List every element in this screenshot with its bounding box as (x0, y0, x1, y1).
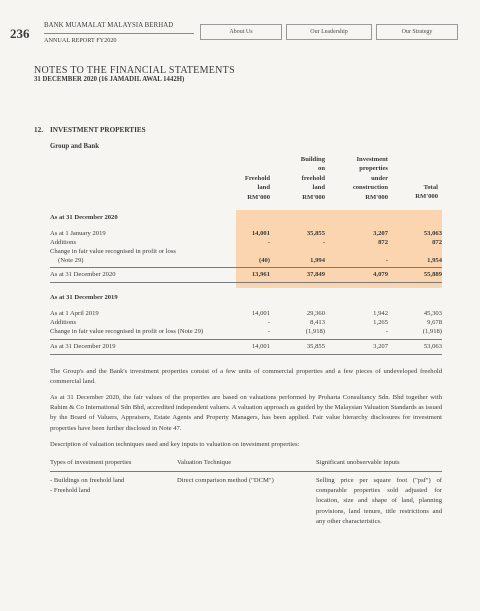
cell: 14,001 (251, 230, 270, 237)
cell: 1,942 (373, 310, 388, 317)
total-label: As at 31 December 2019 (50, 343, 116, 350)
cell: 1,265 (373, 319, 388, 326)
company-name: BANK MUAMALAT MALAYSIA BERHAD (44, 22, 174, 29)
cell: - (267, 328, 270, 335)
cell: 45,303 (423, 310, 442, 317)
heading-2019: As at 31 December 2019 (50, 294, 118, 301)
cell: 29,360 (306, 310, 325, 317)
nav-our-leadership-button[interactable]: Our Leadership (286, 24, 372, 40)
paragraph: Description of valuation techniques used and key inputs to valuation on investment properties: (50, 441, 300, 448)
header-freehold-land: Freehold land RM'000 (244, 175, 270, 201)
table-rule (50, 339, 442, 340)
val-header-inputs: Significant unobservable inputs (316, 459, 400, 466)
total-cell: 14,001 (251, 343, 270, 350)
val-technique: Direct comparison method ("DCM") (177, 477, 274, 484)
paragraph: The Group's and the Bank's investment properties consist of a few units of commercial properties and a few pieces of undeveloped freehold commercial land. (50, 368, 442, 386)
header-building: Building on freehold land RM'000 (300, 156, 325, 201)
total-cell: 35,855 (306, 343, 325, 350)
cell: - (267, 239, 270, 246)
cell: - (322, 239, 325, 246)
cell: - (267, 319, 270, 326)
total-cell: 13,961 (251, 271, 270, 278)
table-rule (50, 267, 442, 268)
val-type-item: - Freehold land (50, 487, 91, 495)
val-types (50, 476, 170, 496)
cell: 9,678 (427, 319, 442, 326)
cell: 53,063 (423, 230, 442, 237)
total-cell: 4,079 (373, 271, 388, 278)
cell: (40) (259, 257, 270, 264)
cell: - (385, 328, 388, 335)
section-title: INVESTMENT PROPERTIES (50, 126, 146, 134)
cell: - (385, 257, 388, 264)
total-cell: 53,063 (423, 343, 442, 350)
page-number: 236 (10, 26, 30, 41)
group-bank-label: Group and Bank (50, 143, 99, 150)
section-heading (34, 126, 146, 134)
cell: 8,413 (310, 319, 325, 326)
cell: 3,207 (373, 230, 388, 237)
cell: 14,001 (251, 310, 270, 317)
total-cell: 55,889 (423, 271, 442, 278)
row-label: Additions (50, 319, 77, 326)
row-label: As at 1 January 2019 (50, 230, 106, 237)
total-cell: 3,207 (373, 343, 388, 350)
report-name: ANNUAL REPORT FY2020 (44, 37, 117, 44)
row-label: Additions (50, 239, 77, 246)
heading-2020: As at 31 December 2020 (50, 214, 118, 221)
val-header-types: Types of investment properties (50, 459, 132, 466)
section-number: 12. (34, 126, 43, 134)
val-type-item: - Buildings on freehold land (50, 477, 125, 484)
val-rule (50, 471, 442, 472)
cell: (1,918) (422, 328, 442, 335)
notes-subtitle: 31 DECEMBER 2020 (16 JAMADIL AWAL 1442H) (34, 76, 185, 83)
header-divider (44, 33, 194, 34)
total-cell: 37,849 (306, 271, 325, 278)
cell: 1,994 (310, 257, 325, 264)
val-inputs: Selling price per square foot ("psf") of comparable properties sold adjusted for location, size and shape of land, planning provisions, land tenure, title restrictions and any other characteristics. (316, 477, 442, 525)
cell: 872 (378, 239, 388, 246)
table-rule (50, 282, 442, 283)
notes-title: NOTES TO THE FINANCIAL STATEMENTS (34, 65, 235, 76)
row-label: (Note 29) (58, 257, 84, 264)
row-label: Change in fair value recognised in profit or loss (50, 248, 176, 255)
cell: 35,855 (306, 230, 325, 237)
row-label: As at 1 April 2019 (50, 310, 99, 317)
table-rule (50, 354, 442, 355)
cell: 872 (432, 239, 442, 246)
header-total: Total RM'000 (415, 184, 438, 201)
nav-about-us-button[interactable]: About Us (200, 24, 282, 40)
row-label: Change in fair value recognised in profit or loss (Note 29) (50, 328, 204, 335)
total-label: As at 31 December 2020 (50, 271, 116, 278)
header-investment-construction: Investment properties under construction RM'000 (352, 156, 388, 201)
val-header-technique: Valuation Technique (177, 459, 232, 466)
paragraph: As at 31 December 2020, the fair values of the properties are based on valuations performed by Proharta Consultancy Sdn. Bhd together with Rahim & Co International Sdn Bhd, accredited independent valuers. A valuation approach as guided by the Malaysian Valuation Standards as issued by the Board of Valuers, Appraisers, Estate Agents and Property Managers, has been applied. Fair value hierarchy disclosures for investment properties have been further disclosed in Note 47. (50, 394, 442, 432)
cell: 1,954 (427, 257, 442, 264)
cell: (1,918) (305, 328, 325, 335)
nav-our-strategy-button[interactable]: Our Strategy (376, 24, 458, 40)
